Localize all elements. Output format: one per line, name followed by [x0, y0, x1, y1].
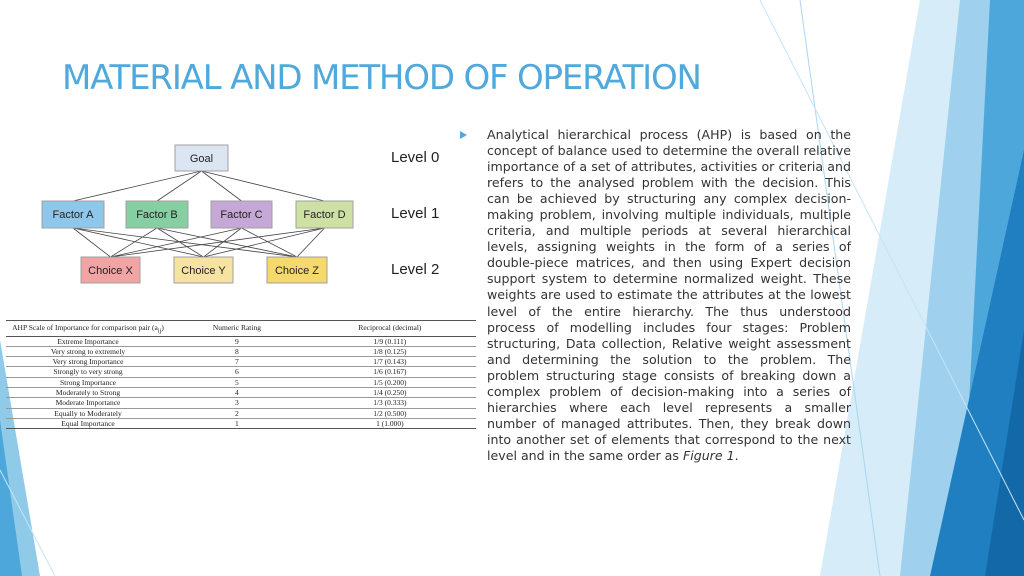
choice-y-label: Choice Y: [181, 265, 226, 277]
table-row: [6, 336, 476, 346]
scale-cell: Equally to Moderately: [6, 408, 170, 418]
factor-d-node: [296, 201, 353, 228]
numeric-cell: 6: [170, 367, 304, 377]
factor-choice-connector: [157, 228, 204, 257]
reciprocal-cell: 1 (1.000): [304, 418, 476, 428]
reciprocal-cell: 1/8 (0.125): [304, 346, 476, 356]
scale-cell: Very strong Importance: [6, 357, 170, 367]
hierarchy-connectors: [73, 171, 325, 257]
table-row: [6, 377, 476, 387]
choice-z-label: Choice Z: [274, 265, 320, 277]
ahp-scale-table: [6, 320, 476, 429]
reciprocal-cell: 1/6 (0.167): [304, 367, 476, 377]
table-row: [6, 408, 476, 418]
numeric-cell: 2: [170, 408, 304, 418]
column-header-suffix: ): [161, 323, 164, 332]
goal-factor-connector: [73, 171, 202, 201]
factor-b-label: Factor B: [136, 209, 178, 221]
numeric-cell: 5: [170, 377, 304, 387]
scale-cell: Moderate Importance: [6, 398, 170, 408]
choice-z-node: [267, 257, 327, 283]
goal-label: Goal: [189, 153, 214, 165]
factor-choice-connector: [157, 228, 297, 257]
scale-cell: Equal Importance: [6, 418, 170, 428]
scale-cell: Strongly to very strong: [6, 367, 170, 377]
scale-cell: Very strong to extremely: [6, 346, 170, 356]
figure-reference: Figure 1: [682, 447, 735, 463]
factor-choice-connector: [111, 228, 325, 257]
numeric-cell: 8: [170, 346, 304, 356]
choice-x-label: Choice X: [88, 265, 133, 277]
column-header-subscript: ij: [157, 327, 162, 335]
goal-factor-connector: [157, 171, 202, 201]
table-row: [6, 387, 476, 397]
scale-cell: Moderately to Strong: [6, 387, 170, 397]
reciprocal-cell: 1/5 (0.200): [304, 377, 476, 387]
factor-a-label: Factor A: [52, 209, 94, 221]
column-header-scale: [6, 321, 170, 337]
goal-node: [175, 145, 228, 171]
column-header-numeric: Numeric Rating: [170, 321, 304, 337]
choice-x-node: [81, 257, 140, 283]
column-header-scale-text: AHP Scale of Importance for comparison pair (a: [12, 323, 158, 332]
reciprocal-cell: 1/2 (0.500): [304, 408, 476, 418]
table-row: [6, 346, 476, 356]
factor-a-node: [42, 201, 104, 228]
factor-d-label: Factor D: [303, 209, 346, 221]
table-row: [6, 357, 476, 367]
reciprocal-cell: 1/9 (0.111): [304, 336, 476, 346]
reciprocal-cell: 1/3 (0.333): [304, 398, 476, 408]
choice-y-node: [174, 257, 233, 283]
factor-choice-connector: [111, 228, 158, 257]
numeric-cell: 7: [170, 357, 304, 367]
reciprocal-cell: 1/7 (0.143): [304, 357, 476, 367]
body-paragraph-text: Analytical hierarchical process (AHP) is based on the concept of balance used to determine the overall relative importance of a set of attributes, activities or criteria and refers to the analysed problem with the decision. This can be achieved by structuring any complex decision-making problem, involving multiple individuals, multiple criteria, and multiple periods at several hierarchical levels, assigning weights in the form of a series of double-piece matrices, and then using Expert decision support system to determine normalized weight. These weights are used to estimate the attributes at the lowest level of the entire hierarchy. The thus understood process of modelling includes four stages: Problem structuring, Data collection, Relative weight assessment and determining the solution to the problem. The problem structuring stage consists of breaking down a complex problem of decision-making into a series of hierarchies where each level represents a smaller number of managed attributes. Then, they break down into another set of elements that correspond to the next level and in the same order as: [487, 127, 851, 463]
factor-c-label: Factor C: [220, 209, 263, 221]
factor-c-node: [211, 201, 272, 228]
table-row: [6, 367, 476, 377]
scale-cell: Strong Importance: [6, 377, 170, 387]
level-0-label: Level 0: [391, 149, 440, 166]
table-row: [6, 418, 476, 428]
ahp-table-body: [6, 336, 476, 429]
factor-b-node: [126, 201, 188, 228]
end-punctuation: .: [734, 447, 739, 463]
table-row: [6, 398, 476, 408]
ahp-hierarchy-diagram: [30, 135, 450, 295]
table-header-row: [6, 321, 476, 337]
reciprocal-cell: 1/4 (0.250): [304, 387, 476, 397]
slide-title: MATERIAL AND METHOD OF OPERATION: [62, 58, 701, 98]
factor-choice-connector: [297, 228, 325, 257]
numeric-cell: 1: [170, 418, 304, 428]
numeric-cell: 9: [170, 336, 304, 346]
body-paragraph: [487, 127, 851, 464]
numeric-cell: 4: [170, 387, 304, 397]
goal-factor-connector: [202, 171, 325, 201]
numeric-cell: 3: [170, 398, 304, 408]
level-1-label: Level 1: [391, 205, 440, 222]
level-2-label: Level 2: [391, 261, 440, 278]
column-header-reciprocal: Reciprocal (decimal): [304, 321, 476, 337]
bullet-arrow-icon: [460, 131, 467, 139]
scale-cell: Extreme Importance: [6, 336, 170, 346]
factor-choice-connector: [242, 228, 298, 257]
